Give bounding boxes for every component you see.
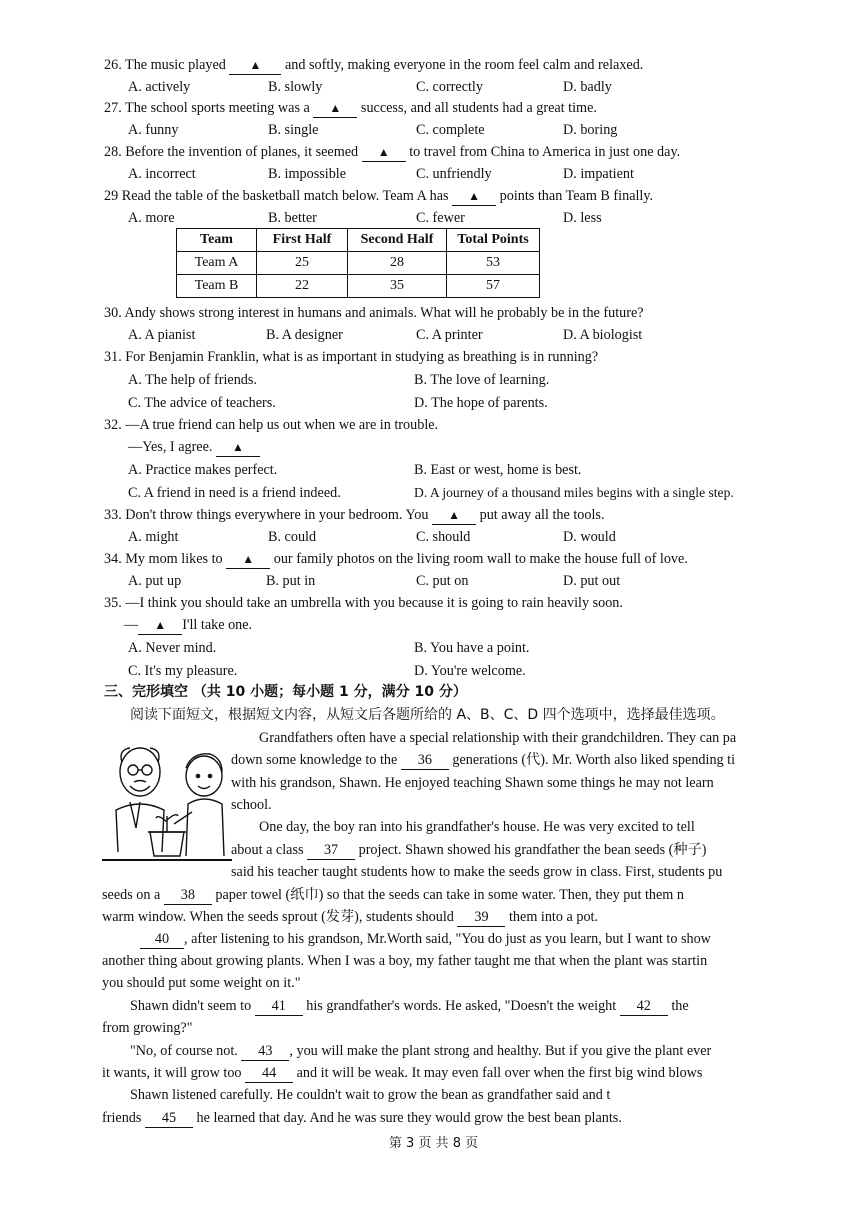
grandfather-grandson-illustration xyxy=(100,732,234,864)
option-b: B. You have a point. xyxy=(414,640,530,656)
passage-line: Shawn listened carefully. He couldn't wait to grow the bean as grandfather said and t xyxy=(130,1087,611,1103)
option-b: B. East or west, home is best. xyxy=(414,462,582,478)
question-27 xyxy=(104,97,597,119)
table-cell: Team B xyxy=(177,275,257,298)
table-header: Second Half xyxy=(348,229,447,252)
option-c: C. complete xyxy=(416,122,485,138)
passage-line xyxy=(140,928,711,950)
option-b: B. slowly xyxy=(268,79,323,95)
table-header-row xyxy=(177,229,540,252)
answer-blank xyxy=(432,506,476,525)
passage-text: "No, of course not. xyxy=(130,1043,238,1059)
cloze-blank-37: 37 xyxy=(307,841,355,860)
answer-blank xyxy=(216,438,260,457)
triangle-marker: ▲ xyxy=(242,552,255,566)
passage-line xyxy=(102,1062,702,1084)
basketball-score-table xyxy=(176,228,540,298)
triangle-marker: ▲ xyxy=(377,145,390,159)
cloze-blank-45: 45 xyxy=(145,1109,193,1128)
option-a: A. more xyxy=(128,210,175,226)
option-a: A. actively xyxy=(128,79,191,95)
option-a: A. Never mind. xyxy=(128,640,217,656)
cloze-blank-43: 43 xyxy=(241,1042,289,1061)
passage-text: the xyxy=(671,998,689,1014)
option-c: C. correctly xyxy=(416,79,483,95)
option-d: D. would xyxy=(563,529,616,545)
question-number: 29 xyxy=(104,188,119,204)
passage-line xyxy=(231,839,706,861)
passage-line: school. xyxy=(231,797,272,813)
option-c: C. A printer xyxy=(416,327,483,343)
section-instruction: 阅读下面短文，根据短文内容，从短文后各题所给的 A、B、C、D 四个选项中，选择最佳选项。 xyxy=(130,707,725,723)
option-b: B. put in xyxy=(266,573,316,589)
question-stem: The music played xyxy=(125,57,226,73)
option-b: B. A designer xyxy=(266,327,343,343)
table-row xyxy=(177,275,540,298)
option-b: B. single xyxy=(268,122,319,138)
option-c: C. A friend in need is a friend indeed. xyxy=(128,485,341,501)
question-number: 33. xyxy=(104,507,122,523)
option-c: C. fewer xyxy=(416,210,465,226)
passage-text: he learned that day. And he was sure they would grow the best bean plants. xyxy=(196,1110,622,1126)
passage-line xyxy=(102,906,598,928)
question-30 xyxy=(104,302,644,324)
triangle-marker: ▲ xyxy=(329,101,342,115)
question-33 xyxy=(104,504,605,526)
option-a: A. might xyxy=(128,529,179,545)
grandfather-head xyxy=(120,748,160,796)
flower-pot xyxy=(150,832,184,856)
table-header: Total Points xyxy=(447,229,540,252)
question-stem-end: success, and all students had a great time. xyxy=(360,100,597,116)
option-c: C. put on xyxy=(416,573,469,589)
question-stem-end: to travel from China to America in just one day. xyxy=(409,144,681,160)
answer-blank xyxy=(226,550,270,569)
question-stem: My mom likes to xyxy=(125,551,223,567)
passage-line: One day, the boy ran into his grandfather's house. He was very excited to tell xyxy=(259,819,695,835)
table-cell: Team A xyxy=(177,252,257,275)
answer-blank xyxy=(362,143,406,162)
passage-text: , you will make the plant strong and healthy. But if you give the plant ever xyxy=(289,1043,712,1059)
question-stem-end: and softly, making everyone in the room feel calm and relaxed. xyxy=(284,57,644,73)
question-stem: For Benjamin Franklin, what is as important in studying as breathing is in running? xyxy=(125,349,599,365)
passage-line: Grandfathers often have a special relationship with their grandchildren. They can pa xyxy=(259,730,737,746)
cloze-blank-36: 36 xyxy=(401,751,449,770)
passage-line xyxy=(231,749,735,771)
cloze-blank-42: 42 xyxy=(620,997,668,1016)
question-number: 34. xyxy=(104,551,122,567)
triangle-marker: ▲ xyxy=(468,189,481,203)
question-stem: Andy shows strong interest in humans and animals. What will he probably be in the future? xyxy=(124,305,644,321)
passage-line xyxy=(130,1040,711,1062)
option-d: D. A biologist xyxy=(563,327,643,343)
section-title: 三、完形填空 （共 10 小题；每小题 1 分，满分 10 分） xyxy=(104,684,467,700)
option-d: D. impatient xyxy=(563,166,634,182)
option-c: C. unfriendly xyxy=(416,166,492,182)
passage-line xyxy=(130,995,689,1017)
answer-blank xyxy=(138,616,182,635)
cloze-blank-38: 38 xyxy=(164,886,212,905)
passage-line: said his teacher taught students how to make the seeds grow in class. First, students pu xyxy=(231,864,723,880)
reply-text: —Yes, I agree. xyxy=(128,439,213,455)
question-number: 32. xyxy=(104,417,122,433)
answer-blank xyxy=(229,56,281,75)
option-d: D. less xyxy=(563,210,602,226)
passage-text: Shawn didn't seem to xyxy=(130,998,252,1014)
question-number: 28. xyxy=(104,144,122,160)
passage-text: his grandfather's words. He asked, "Doesn't the weight xyxy=(306,998,617,1014)
question-stem: Before the invention of planes, it seemed xyxy=(125,144,359,160)
passage-text: it wants, it will grow too xyxy=(102,1065,242,1081)
question-stem-end: points than Team B finally. xyxy=(499,188,654,204)
question-26 xyxy=(104,54,643,76)
table-cell: 57 xyxy=(447,275,540,298)
passage-text: down some knowledge to the xyxy=(231,752,398,768)
question-stem: Read the table of the basketball match below. Team A has xyxy=(121,188,449,204)
option-d: D. The hope of parents. xyxy=(414,395,548,411)
table-row xyxy=(177,252,540,275)
option-a: A. A pianist xyxy=(128,327,196,343)
option-a: A. Practice makes perfect. xyxy=(128,462,278,478)
question-32-reply xyxy=(128,436,260,458)
passage-line: another thing about growing plants. When I was a boy, my father taught me that when the plant was startin xyxy=(102,953,708,969)
answer-blank xyxy=(452,187,496,206)
question-stem-end: put away all the tools. xyxy=(479,507,605,523)
cloze-blank-39: 39 xyxy=(457,908,505,927)
option-d: D. badly xyxy=(563,79,612,95)
passage-line xyxy=(102,1107,622,1129)
cloze-blank-41: 41 xyxy=(255,997,303,1016)
passage-line: with his grandson, Shawn. He enjoyed teaching Shawn some things he may not learn xyxy=(231,775,714,791)
question-stem: —A true friend can help us out when we are in trouble. xyxy=(125,417,439,433)
answer-blank xyxy=(313,99,357,118)
question-29 xyxy=(104,185,653,207)
triangle-marker: ▲ xyxy=(154,618,167,632)
passage-line: from growing?" xyxy=(102,1020,193,1036)
question-35-reply: — ▲ I'll take one. xyxy=(124,617,253,633)
table-header: First Half xyxy=(257,229,348,252)
passage-text: them into a pot. xyxy=(508,909,599,925)
passage-text: seeds on a xyxy=(102,887,161,903)
passage-line: you should put some weight on it." xyxy=(102,975,301,991)
table-cell: 22 xyxy=(257,275,348,298)
option-b: B. impossible xyxy=(268,166,347,182)
option-d: D. put out xyxy=(563,573,621,589)
passage-text: warm window. When the seeds sprout (发芽), students should xyxy=(102,909,454,925)
cloze-blank-44: 44 xyxy=(245,1064,293,1083)
option-c: C. It's my pleasure. xyxy=(128,663,238,679)
triangle-marker: ▲ xyxy=(448,508,460,522)
question-number: 31. xyxy=(104,349,122,365)
passage-text: about a class xyxy=(231,842,304,858)
passage-text: , after listening to his grandson, Mr.Worth said, "You do just as you learn, but I want to show xyxy=(184,931,711,947)
reply-text: I'll take one. xyxy=(182,617,253,633)
question-31 xyxy=(104,346,598,368)
option-c: C. should xyxy=(416,529,471,545)
question-stem: The school sports meeting was a xyxy=(125,100,310,116)
option-a: A. incorrect xyxy=(128,166,196,182)
question-32 xyxy=(104,414,438,436)
question-stem: Don't throw things everywhere in your bedroom. You xyxy=(125,507,429,523)
option-b: B. The love of learning. xyxy=(414,372,550,388)
table-cell: 25 xyxy=(257,252,348,275)
passage-line xyxy=(102,884,684,906)
triangle-marker: ▲ xyxy=(232,440,244,454)
cloze-blank-40: 40 xyxy=(140,930,184,949)
passage-text: project. Shawn showed his grandfather the bean seeds (种子) xyxy=(358,842,707,858)
question-35 xyxy=(104,592,623,614)
question-stem-end: our family photos on the living room wall to make the house full of love. xyxy=(273,551,688,567)
option-a: A. put up xyxy=(128,573,182,589)
question-28 xyxy=(104,141,680,163)
triangle-marker: ▲ xyxy=(249,58,262,72)
table-cell: 35 xyxy=(348,275,447,298)
option-a: A. funny xyxy=(128,122,179,138)
table-cell: 53 xyxy=(447,252,540,275)
option-b: B. better xyxy=(268,210,317,226)
passage-text: generations (代). Mr. Worth also liked spending ti xyxy=(452,752,736,768)
question-number: 26. xyxy=(104,57,122,73)
page-footer: 第 3 页 共 8 页 xyxy=(388,1136,479,1151)
question-number: 30. xyxy=(104,305,122,321)
option-c: C. The advice of teachers. xyxy=(128,395,276,411)
question-stem: —I think you should take an umbrella with you because it is going to rain heavily soon. xyxy=(125,595,623,611)
option-d: D. You're welcome. xyxy=(414,663,526,679)
option-a: A. The help of friends. xyxy=(128,372,257,388)
option-b: B. could xyxy=(268,529,317,545)
passage-text: friends xyxy=(102,1110,142,1126)
option-d: D. A journey of a thousand miles begins with a single step. xyxy=(414,485,734,500)
grandson-head xyxy=(186,756,222,796)
question-number: 27. xyxy=(104,100,122,116)
option-d: D. boring xyxy=(563,122,618,138)
table-cell: 28 xyxy=(348,252,447,275)
passage-text: paper towel (纸巾) so that the seeds can take in some water. Then, they put them n xyxy=(215,887,684,903)
question-number: 35. xyxy=(104,595,122,611)
passage-text: and it will be weak. It may even fall over when the first big wind blows xyxy=(296,1065,703,1081)
question-34 xyxy=(104,548,688,570)
table-header: Team xyxy=(177,229,257,252)
